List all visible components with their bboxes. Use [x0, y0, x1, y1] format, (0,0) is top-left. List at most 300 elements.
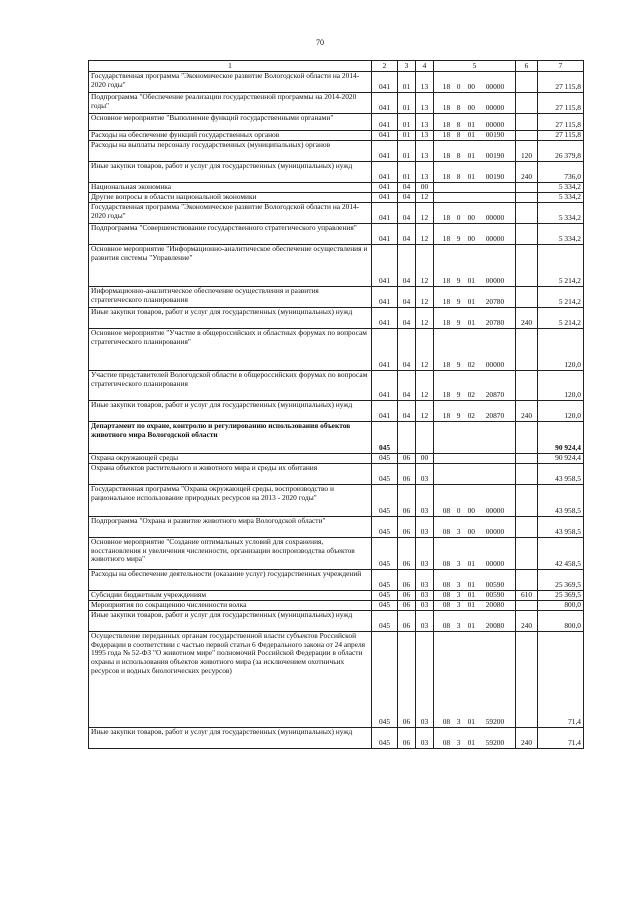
row-target-article-code: [434, 308, 516, 329]
row-target-article-code: [434, 591, 516, 601]
target-article-part: 9: [456, 360, 461, 370]
table-row: [89, 287, 584, 308]
row-expense-type-code: [516, 183, 538, 193]
row-subsection-code: 12: [416, 245, 434, 287]
row-amount: 5 334,2: [538, 224, 584, 245]
row-ministry-code: 041: [372, 162, 398, 183]
row-expense-type-code: 120: [516, 141, 538, 162]
row-target-article-code: [434, 183, 516, 193]
row-expense-type-code: [516, 193, 538, 203]
target-article-part: 00000: [485, 527, 505, 537]
target-article-part: 01: [467, 621, 475, 631]
row-amount: 43 958,5: [538, 464, 584, 485]
row-section-code: 01: [398, 162, 416, 183]
row-expense-type-code: [516, 131, 538, 141]
row-section-code: 04: [398, 245, 416, 287]
row-expense-type-code: 240: [516, 611, 538, 632]
row-ministry-code: 045: [372, 464, 398, 485]
target-article-part: 08: [442, 600, 451, 610]
row-expense-type-code: 610: [516, 591, 538, 601]
target-article-part: 00000: [485, 559, 505, 569]
target-article-part: 01: [467, 590, 475, 600]
row-expense-type-code: [516, 93, 538, 114]
target-article-part: 20080: [485, 621, 505, 631]
row-ministry-code: 045: [372, 538, 398, 570]
row-subsection-code: 13: [416, 141, 434, 162]
row-ministry-code: 041: [372, 224, 398, 245]
row-amount: 27 115,8: [538, 114, 584, 131]
row-amount: 27 115,8: [538, 131, 584, 141]
target-article-part: 9: [456, 276, 461, 286]
row-name: Подпрограмма "Обеспечение реализации государственной программы на 2014-2020 годы": [89, 93, 372, 114]
row-section-code: 06: [398, 728, 416, 749]
row-ministry-code: 045: [372, 591, 398, 601]
row-section-code: 06: [398, 570, 416, 591]
target-article-part: 3: [456, 600, 461, 610]
target-article-part: 18: [442, 172, 451, 182]
target-article-part: 20080: [485, 600, 505, 610]
row-expense-type-code: [516, 464, 538, 485]
row-section-code: 06: [398, 611, 416, 632]
row-amount: 5 214,2: [538, 308, 584, 329]
row-subsection-code: 00: [416, 183, 434, 193]
target-article-part: 00: [467, 506, 475, 516]
table-body: [89, 72, 584, 749]
row-amount: 42 458,5: [538, 538, 584, 570]
target-article-part: 18: [442, 213, 451, 223]
row-section-code: [398, 422, 416, 454]
target-article-part: 3: [456, 717, 461, 727]
row-name: Осуществление переданных органам государственной власти субъектов Российской Федерации в соответствии с частью первой статьи 6 Федерального закона от 24 апреля 1995 года № 52-ФЗ "О животном мире" полномочий Российской Федерации в области охраны и использования объектов животного мира (за исключением охотничьих ресурсов и водных биологических ресурсов): [89, 632, 372, 728]
target-article-part: 08: [442, 590, 451, 600]
target-article-part: 01: [467, 172, 475, 182]
target-article-part: 9: [456, 411, 461, 421]
header-col-5: 5: [434, 61, 516, 72]
target-article-part: 00000: [485, 103, 505, 113]
target-article-part: 18: [442, 151, 451, 161]
target-article-part: 8: [456, 120, 461, 130]
target-article-part: 18: [442, 120, 451, 130]
row-subsection-code: 13: [416, 93, 434, 114]
table-row: [89, 193, 584, 203]
row-expense-type-code: 240: [516, 401, 538, 422]
row-name: Расходы на выплаты персоналу государственных (муниципальных) органов: [89, 141, 372, 162]
row-section-code: 06: [398, 538, 416, 570]
target-article-part: 20870: [485, 390, 505, 400]
row-name: Иные закупки товаров, работ и услуг для государственных (муниципальных) нужд: [89, 728, 372, 749]
row-amount: 120,0: [538, 329, 584, 371]
row-subsection-code: 03: [416, 632, 434, 728]
row-target-article-code: [434, 464, 516, 485]
row-target-article-code: [434, 422, 516, 454]
row-amount: 25 369,5: [538, 591, 584, 601]
row-ministry-code: 045: [372, 454, 398, 464]
target-article-part: 8: [456, 130, 461, 140]
target-article-part: 00: [467, 213, 475, 223]
row-section-code: 04: [398, 401, 416, 422]
row-name: Департамент по охране, контролю и регулированию использования объектов животного мира Вологодской области: [89, 422, 372, 454]
row-ministry-code: 045: [372, 611, 398, 632]
row-target-article-code: [434, 329, 516, 371]
target-article-part: 9: [456, 234, 461, 244]
row-subsection-code: 03: [416, 601, 434, 611]
row-target-article-code: [434, 203, 516, 224]
row-name: Субсидии бюджетным учреждениям: [89, 591, 372, 601]
target-article-part: 18: [442, 234, 451, 244]
target-article-part: 01: [467, 318, 475, 328]
target-article-part: 00190: [485, 151, 505, 161]
row-name: Иные закупки товаров, работ и услуг для государственных (муниципальных) нужд: [89, 162, 372, 183]
row-target-article-code: [434, 224, 516, 245]
row-amount: 120,0: [538, 401, 584, 422]
row-subsection-code: 03: [416, 611, 434, 632]
row-amount: 25 369,5: [538, 570, 584, 591]
table-row: [89, 538, 584, 570]
target-article-part: 3: [456, 580, 461, 590]
row-ministry-code: 041: [372, 371, 398, 401]
target-article-part: 00590: [485, 590, 505, 600]
row-amount: 43 958,5: [538, 517, 584, 538]
row-target-article-code: [434, 632, 516, 728]
row-expense-type-code: 240: [516, 162, 538, 183]
target-article-part: 18: [442, 130, 451, 140]
target-article-part: 08: [442, 506, 451, 516]
target-article-part: 3: [456, 590, 461, 600]
table-row: [89, 141, 584, 162]
row-ministry-code: 041: [372, 93, 398, 114]
row-name: Государственная программа "Экономическое развитие Вологодской области на 2014-2020 годы": [89, 72, 372, 93]
target-article-part: 00000: [485, 276, 505, 286]
row-expense-type-code: 240: [516, 308, 538, 329]
table-row: [89, 632, 584, 728]
row-ministry-code: 041: [372, 308, 398, 329]
row-name: Основное мероприятие "Выполнение функций государственными органами": [89, 114, 372, 131]
row-amount: 5 334,2: [538, 193, 584, 203]
row-amount: 71,4: [538, 728, 584, 749]
budget-table: [88, 60, 584, 749]
target-article-part: 20780: [485, 318, 505, 328]
row-subsection-code: 03: [416, 570, 434, 591]
target-article-part: 0: [456, 82, 461, 92]
table-row: [89, 454, 584, 464]
target-article-part: 18: [442, 390, 451, 400]
target-article-part: 00000: [485, 82, 505, 92]
row-ministry-code: 041: [372, 72, 398, 93]
row-section-code: 06: [398, 454, 416, 464]
row-expense-type-code: [516, 632, 538, 728]
target-article-part: 8: [456, 151, 461, 161]
target-article-part: 3: [456, 527, 461, 537]
row-subsection-code: 12: [416, 329, 434, 371]
row-expense-type-code: [516, 570, 538, 591]
row-expense-type-code: [516, 422, 538, 454]
row-ministry-code: 041: [372, 401, 398, 422]
table-row: [89, 72, 584, 93]
row-target-article-code: [434, 401, 516, 422]
row-name: Иные закупки товаров, работ и услуг для государственных (муниципальных) нужд: [89, 401, 372, 422]
target-article-part: 8: [456, 103, 461, 113]
row-name: Иные закупки товаров, работ и услуг для государственных (муниципальных) нужд: [89, 611, 372, 632]
header-col-7: 7: [538, 61, 584, 72]
row-section-code: 06: [398, 464, 416, 485]
page-number: 70: [316, 38, 324, 47]
row-name: Информационно-аналитическое обеспечение осуществления и развития стратегического планирования: [89, 287, 372, 308]
target-article-part: 08: [442, 527, 451, 537]
row-target-article-code: [434, 93, 516, 114]
header-col-6: 6: [516, 61, 538, 72]
target-article-part: 9: [456, 297, 461, 307]
row-subsection-code: 12: [416, 371, 434, 401]
row-ministry-code: 041: [372, 114, 398, 131]
table-row: [89, 183, 584, 193]
row-amount: 43 958,5: [538, 485, 584, 517]
row-expense-type-code: [516, 485, 538, 517]
target-article-part: 18: [442, 103, 451, 113]
target-article-part: 00000: [485, 234, 505, 244]
row-section-code: 01: [398, 72, 416, 93]
row-amount: 27 115,8: [538, 72, 584, 93]
row-expense-type-code: [516, 72, 538, 93]
row-name: Основное мероприятие "Информационно-аналитическое обеспечение осуществления и развития системы "Управление": [89, 245, 372, 287]
row-amount: 5 334,2: [538, 183, 584, 193]
table-row: [89, 224, 584, 245]
row-subsection-code: 12: [416, 203, 434, 224]
target-article-part: 08: [442, 580, 451, 590]
row-subsection-code: 13: [416, 114, 434, 131]
row-target-article-code: [434, 601, 516, 611]
row-section-code: 04: [398, 371, 416, 401]
target-article-part: 0: [456, 506, 461, 516]
row-section-code: 04: [398, 183, 416, 193]
row-section-code: 04: [398, 203, 416, 224]
row-amount: 5 214,2: [538, 287, 584, 308]
row-subsection-code: 12: [416, 308, 434, 329]
row-target-article-code: [434, 371, 516, 401]
row-subsection-code: 03: [416, 728, 434, 749]
row-ministry-code: 041: [372, 245, 398, 287]
row-target-article-code: [434, 72, 516, 93]
target-article-part: 18: [442, 360, 451, 370]
row-section-code: 04: [398, 224, 416, 245]
row-amount: 27 115,8: [538, 93, 584, 114]
row-ministry-code: 041: [372, 203, 398, 224]
row-expense-type-code: [516, 329, 538, 371]
row-subsection-code: 13: [416, 72, 434, 93]
row-section-code: 01: [398, 114, 416, 131]
row-name: Подпрограмма "Совершенствование государственного стратегического управления": [89, 224, 372, 245]
target-article-part: 01: [467, 297, 475, 307]
row-target-article-code: [434, 570, 516, 591]
table-row: [89, 401, 584, 422]
row-section-code: 04: [398, 329, 416, 371]
target-article-part: 18: [442, 297, 451, 307]
row-section-code: 01: [398, 93, 416, 114]
target-article-part: 01: [467, 580, 475, 590]
row-expense-type-code: [516, 371, 538, 401]
row-target-article-code: [434, 454, 516, 464]
row-name: Национальная экономика: [89, 183, 372, 193]
target-article-part: 02: [467, 360, 475, 370]
target-article-part: 00: [467, 527, 475, 537]
target-article-part: 08: [442, 621, 451, 631]
row-subsection-code: 03: [416, 485, 434, 517]
row-subsection-code: 12: [416, 401, 434, 422]
target-article-part: 01: [467, 717, 475, 727]
target-article-part: 01: [467, 151, 475, 161]
table-row: [89, 131, 584, 141]
row-target-article-code: [434, 141, 516, 162]
target-article-part: 00000: [485, 506, 505, 516]
row-target-article-code: [434, 245, 516, 287]
row-subsection-code: 12: [416, 193, 434, 203]
table-row: [89, 93, 584, 114]
target-article-part: 01: [467, 738, 475, 748]
row-expense-type-code: [516, 454, 538, 464]
row-expense-type-code: [516, 538, 538, 570]
row-subsection-code: 03: [416, 517, 434, 538]
row-amount: 71,4: [538, 632, 584, 728]
row-expense-type-code: [516, 287, 538, 308]
row-subsection-code: 03: [416, 464, 434, 485]
target-article-part: 3: [456, 621, 461, 631]
row-section-code: 06: [398, 517, 416, 538]
row-target-article-code: [434, 114, 516, 131]
target-article-part: 02: [467, 411, 475, 421]
target-article-part: 00000: [485, 120, 505, 130]
row-name: Иные закупки товаров, работ и услуг для государственных (муниципальных) нужд: [89, 308, 372, 329]
row-ministry-code: 045: [372, 601, 398, 611]
row-expense-type-code: 240: [516, 728, 538, 749]
target-article-part: 00: [467, 82, 475, 92]
table-row: [89, 485, 584, 517]
row-subsection-code: 03: [416, 538, 434, 570]
target-article-part: 08: [442, 738, 451, 748]
row-target-article-code: [434, 162, 516, 183]
target-article-part: 01: [467, 276, 475, 286]
table-row: [89, 570, 584, 591]
header-col-1: 1: [89, 61, 372, 72]
row-section-code: 01: [398, 141, 416, 162]
target-article-part: 18: [442, 318, 451, 328]
target-article-part: 00000: [485, 213, 505, 223]
table-row: [89, 464, 584, 485]
row-target-article-code: [434, 611, 516, 632]
target-article-part: 08: [442, 717, 451, 727]
row-expense-type-code: [516, 203, 538, 224]
row-amount: 26 379,8: [538, 141, 584, 162]
header-col-3: 3: [398, 61, 416, 72]
row-expense-type-code: [516, 245, 538, 287]
row-name: Основное мероприятие "Участие в общероссийских и областных форумах по вопросам стратегического планирования": [89, 329, 372, 371]
table-row: [89, 162, 584, 183]
row-section-code: 06: [398, 485, 416, 517]
row-name: Другие вопросы в области национальной экономики: [89, 193, 372, 203]
target-article-part: 9: [456, 318, 461, 328]
row-section-code: 04: [398, 308, 416, 329]
row-name: Подпрограмма "Охрана и развитие животного мира Вологодской области": [89, 517, 372, 538]
row-amount: 90 924,4: [538, 454, 584, 464]
row-ministry-code: 045: [372, 422, 398, 454]
row-name: Охрана окружающей среды: [89, 454, 372, 464]
row-section-code: 04: [398, 287, 416, 308]
row-name: Участие представителей Вологодской области в общероссийских форумах по вопросам стратегического планирования: [89, 371, 372, 401]
target-article-part: 08: [442, 559, 451, 569]
target-article-part: 20780: [485, 297, 505, 307]
row-ministry-code: 041: [372, 193, 398, 203]
table-row: [89, 371, 584, 401]
header-col-4: 4: [416, 61, 434, 72]
table-row: [89, 308, 584, 329]
target-article-part: 20870: [485, 411, 505, 421]
row-target-article-code: [434, 193, 516, 203]
row-section-code: 04: [398, 193, 416, 203]
row-target-article-code: [434, 131, 516, 141]
row-expense-type-code: [516, 224, 538, 245]
row-amount: 5 214,2: [538, 245, 584, 287]
table-row: [89, 591, 584, 601]
target-article-part: 3: [456, 738, 461, 748]
row-section-code: 06: [398, 601, 416, 611]
target-article-part: 18: [442, 276, 451, 286]
row-ministry-code: 041: [372, 131, 398, 141]
row-name: Охрана объектов растительного и животного мира и среды их обитания: [89, 464, 372, 485]
row-section-code: 06: [398, 591, 416, 601]
target-article-part: 01: [467, 559, 475, 569]
row-amount: 120,0: [538, 371, 584, 401]
row-ministry-code: 045: [372, 517, 398, 538]
row-name: Основное мероприятие "Создание оптимальных условий для сохранения, восстановления и увеличения численности, организации воспроизводства объектов животного мира": [89, 538, 372, 570]
target-article-part: 00190: [485, 172, 505, 182]
row-subsection-code: [416, 422, 434, 454]
row-name: Государственная программа "Экономическое развитие Вологодской области на 2014-2020 годы": [89, 203, 372, 224]
target-article-part: 9: [456, 390, 461, 400]
target-article-part: 59200: [485, 717, 505, 727]
row-subsection-code: 12: [416, 287, 434, 308]
target-article-part: 00590: [485, 580, 505, 590]
row-target-article-code: [434, 287, 516, 308]
row-name: Расходы на обеспечение функций государственных органов: [89, 131, 372, 141]
target-article-part: 02: [467, 390, 475, 400]
row-ministry-code: 045: [372, 728, 398, 749]
target-article-part: 59200: [485, 738, 505, 748]
row-ministry-code: 041: [372, 183, 398, 193]
row-target-article-code: [434, 517, 516, 538]
table-row: [89, 245, 584, 287]
row-target-article-code: [434, 538, 516, 570]
row-subsection-code: 00: [416, 454, 434, 464]
row-amount: 5 334,2: [538, 203, 584, 224]
target-article-part: 18: [442, 82, 451, 92]
target-article-part: 00000: [485, 360, 505, 370]
row-amount: 736,0: [538, 162, 584, 183]
row-section-code: 01: [398, 131, 416, 141]
row-ministry-code: 041: [372, 141, 398, 162]
target-article-part: 01: [467, 600, 475, 610]
row-amount: 800,0: [538, 611, 584, 632]
row-target-article-code: [434, 485, 516, 517]
row-name: Расходы на обеспечение деятельности (оказание услуг) государственных учреждений: [89, 570, 372, 591]
target-article-part: 01: [467, 120, 475, 130]
row-ministry-code: 041: [372, 287, 398, 308]
target-article-part: 00: [467, 103, 475, 113]
table-row: [89, 329, 584, 371]
table-row: [89, 728, 584, 749]
target-article-part: 0: [456, 213, 461, 223]
target-article-part: 01: [467, 130, 475, 140]
target-article-part: 00: [467, 234, 475, 244]
row-target-article-code: [434, 728, 516, 749]
row-expense-type-code: [516, 517, 538, 538]
